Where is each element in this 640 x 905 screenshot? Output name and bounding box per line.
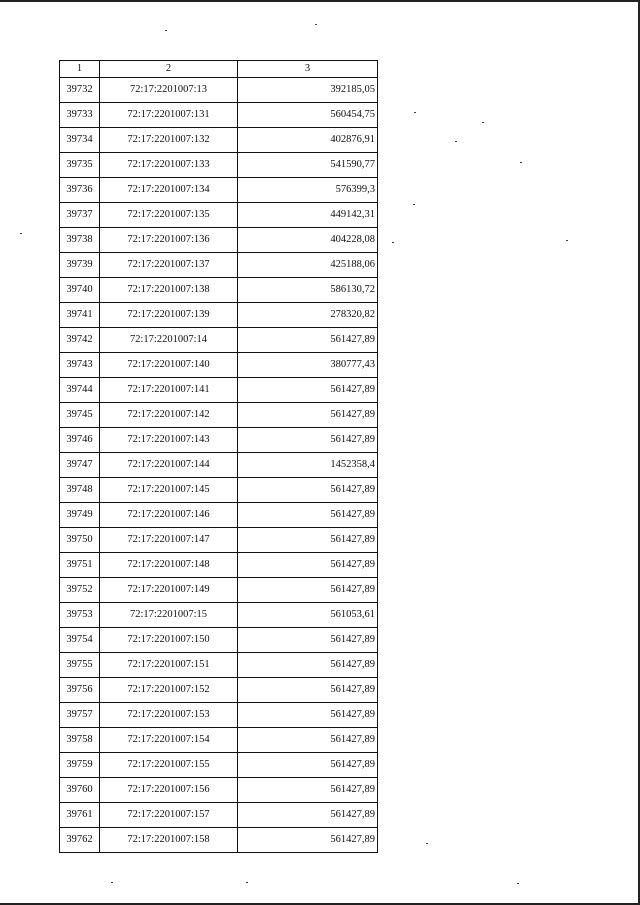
- table-row: [60, 103, 378, 128]
- cadastral-value: 449142,31: [238, 203, 378, 228]
- row-number: 39740: [60, 278, 100, 303]
- cadastral-value: 561427,89: [238, 828, 378, 853]
- row-number: 39752: [60, 578, 100, 603]
- table-row: [60, 703, 378, 728]
- cadastral-number: 72:17:2201007:156: [100, 778, 238, 803]
- cadastral-value: 278320,82: [238, 303, 378, 328]
- cadastral-value: 561427,89: [238, 803, 378, 828]
- table-row: [60, 378, 378, 403]
- table-row: [60, 503, 378, 528]
- cadastral-value: 586130,72: [238, 278, 378, 303]
- scan-speck: [165, 30, 167, 31]
- cadastral-value: 561427,89: [238, 553, 378, 578]
- scan-speck: [392, 242, 394, 243]
- table-row: [60, 528, 378, 553]
- cadastral-value: 561427,89: [238, 678, 378, 703]
- row-number: 39735: [60, 153, 100, 178]
- cadastral-number: 72:17:2201007:152: [100, 678, 238, 703]
- cadastral-value: 561427,89: [238, 403, 378, 428]
- cadastral-number: 72:17:2201007:151: [100, 653, 238, 678]
- row-number: 39757: [60, 703, 100, 728]
- cadastral-number: 72:17:2201007:14: [100, 328, 238, 353]
- table-row: [60, 753, 378, 778]
- cadastral-value: 561427,89: [238, 528, 378, 553]
- cadastral-number: 72:17:2201007:133: [100, 153, 238, 178]
- row-number: 39761: [60, 803, 100, 828]
- table-row: [60, 628, 378, 653]
- row-number: 39741: [60, 303, 100, 328]
- row-number: 39755: [60, 653, 100, 678]
- table-row: [60, 78, 378, 103]
- table-row: [60, 278, 378, 303]
- table-row: [60, 453, 378, 478]
- cadastral-number: 72:17:2201007:135: [100, 203, 238, 228]
- row-number: 39744: [60, 378, 100, 403]
- row-number: 39743: [60, 353, 100, 378]
- row-number: 39759: [60, 753, 100, 778]
- scan-speck: [566, 240, 568, 241]
- table-row: [60, 678, 378, 703]
- cadastral-value: 392185,05: [238, 78, 378, 103]
- cadastral-value: 402876,91: [238, 128, 378, 153]
- scan-speck: [315, 24, 317, 25]
- cadastral-number: 72:17:2201007:155: [100, 753, 238, 778]
- cadastral-value: 561427,89: [238, 378, 378, 403]
- row-number: 39758: [60, 728, 100, 753]
- cadastral-value: 1452358,4: [238, 453, 378, 478]
- cadastral-number: 72:17:2201007:154: [100, 728, 238, 753]
- table-row: [60, 653, 378, 678]
- table-row: [60, 553, 378, 578]
- cadastral-number: 72:17:2201007:142: [100, 403, 238, 428]
- cadastral-value: 561427,89: [238, 753, 378, 778]
- row-number: 39747: [60, 453, 100, 478]
- table-row: [60, 328, 378, 353]
- row-number: 39739: [60, 253, 100, 278]
- row-number: 39734: [60, 128, 100, 153]
- scan-speck: [455, 141, 457, 142]
- row-number: 39733: [60, 103, 100, 128]
- table-row: [60, 203, 378, 228]
- cadastral-number: 72:17:2201007:153: [100, 703, 238, 728]
- table-row: [60, 228, 378, 253]
- row-number: 39753: [60, 603, 100, 628]
- row-number: 39762: [60, 828, 100, 853]
- cadastral-value: 561427,89: [238, 778, 378, 803]
- scan-speck: [426, 843, 428, 844]
- cadastral-number: 72:17:2201007:136: [100, 228, 238, 253]
- table-row: [60, 303, 378, 328]
- table-row: [60, 353, 378, 378]
- scan-speck: [246, 882, 248, 883]
- cadastral-number: 72:17:2201007:132: [100, 128, 238, 153]
- table-row: [60, 803, 378, 828]
- cadastral-value: 561427,89: [238, 728, 378, 753]
- row-number: 39749: [60, 503, 100, 528]
- header-col-1: 1: [60, 61, 100, 78]
- table-row: [60, 478, 378, 503]
- row-number: 39750: [60, 528, 100, 553]
- table-row: [60, 178, 378, 203]
- scan-speck: [20, 233, 22, 234]
- cadastral-number: 72:17:2201007:140: [100, 353, 238, 378]
- cadastral-value: 561427,89: [238, 653, 378, 678]
- row-number: 39746: [60, 428, 100, 453]
- header-col-3: 3: [238, 61, 378, 78]
- table-row: [60, 403, 378, 428]
- cadastral-value: 561427,89: [238, 578, 378, 603]
- scan-speck: [517, 883, 519, 884]
- header-col-2: 2: [100, 61, 238, 78]
- row-number: 39745: [60, 403, 100, 428]
- cadastral-value-table: [59, 60, 378, 853]
- cadastral-number: 72:17:2201007:13: [100, 78, 238, 103]
- cadastral-value: 561427,89: [238, 428, 378, 453]
- table-row: [60, 828, 378, 853]
- row-number: 39760: [60, 778, 100, 803]
- cadastral-value: 561427,89: [238, 703, 378, 728]
- cadastral-value: 561427,89: [238, 478, 378, 503]
- cadastral-number: 72:17:2201007:150: [100, 628, 238, 653]
- cadastral-number: 72:17:2201007:145: [100, 478, 238, 503]
- cadastral-number: 72:17:2201007:138: [100, 278, 238, 303]
- scan-speck: [482, 122, 484, 123]
- scan-speck: [111, 882, 113, 883]
- cadastral-number: 72:17:2201007:144: [100, 453, 238, 478]
- cadastral-number: 72:17:2201007:157: [100, 803, 238, 828]
- cadastral-value: 561427,89: [238, 503, 378, 528]
- cadastral-value: 576399,3: [238, 178, 378, 203]
- scan-speck: [413, 204, 415, 205]
- cadastral-number: 72:17:2201007:148: [100, 553, 238, 578]
- table-row: [60, 253, 378, 278]
- row-number: 39756: [60, 678, 100, 703]
- cadastral-value: 561053,61: [238, 603, 378, 628]
- scan-speck: [520, 162, 522, 163]
- row-number: 39738: [60, 228, 100, 253]
- table-body: [60, 78, 378, 853]
- row-number: 39736: [60, 178, 100, 203]
- table-row: [60, 428, 378, 453]
- cadastral-number: 72:17:2201007:147: [100, 528, 238, 553]
- cadastral-value: 404228,08: [238, 228, 378, 253]
- table-row: [60, 728, 378, 753]
- cadastral-value: 541590,77: [238, 153, 378, 178]
- cadastral-number: 72:17:2201007:141: [100, 378, 238, 403]
- row-number: 39737: [60, 203, 100, 228]
- cadastral-value: 425188,06: [238, 253, 378, 278]
- cadastral-number: 72:17:2201007:131: [100, 103, 238, 128]
- cadastral-number: 72:17:2201007:158: [100, 828, 238, 853]
- cadastral-number: 72:17:2201007:15: [100, 603, 238, 628]
- cadastral-number: 72:17:2201007:143: [100, 428, 238, 453]
- table-row: [60, 128, 378, 153]
- table-row: [60, 153, 378, 178]
- cadastral-value: 560454,75: [238, 103, 378, 128]
- cadastral-number: 72:17:2201007:149: [100, 578, 238, 603]
- row-number: 39751: [60, 553, 100, 578]
- scan-edge-top: [0, 0, 640, 2]
- table-header: [60, 61, 378, 78]
- header-row: [60, 61, 378, 78]
- row-number: 39732: [60, 78, 100, 103]
- cadastral-number: 72:17:2201007:137: [100, 253, 238, 278]
- table-row: [60, 603, 378, 628]
- row-number: 39748: [60, 478, 100, 503]
- cadastral-number: 72:17:2201007:134: [100, 178, 238, 203]
- cadastral-value: 561427,89: [238, 328, 378, 353]
- scan-speck: [414, 112, 416, 113]
- row-number: 39754: [60, 628, 100, 653]
- cadastral-value: 561427,89: [238, 628, 378, 653]
- cadastral-value: 380777,43: [238, 353, 378, 378]
- table-row: [60, 778, 378, 803]
- cadastral-number: 72:17:2201007:146: [100, 503, 238, 528]
- cadastral-number: 72:17:2201007:139: [100, 303, 238, 328]
- table-row: [60, 578, 378, 603]
- row-number: 39742: [60, 328, 100, 353]
